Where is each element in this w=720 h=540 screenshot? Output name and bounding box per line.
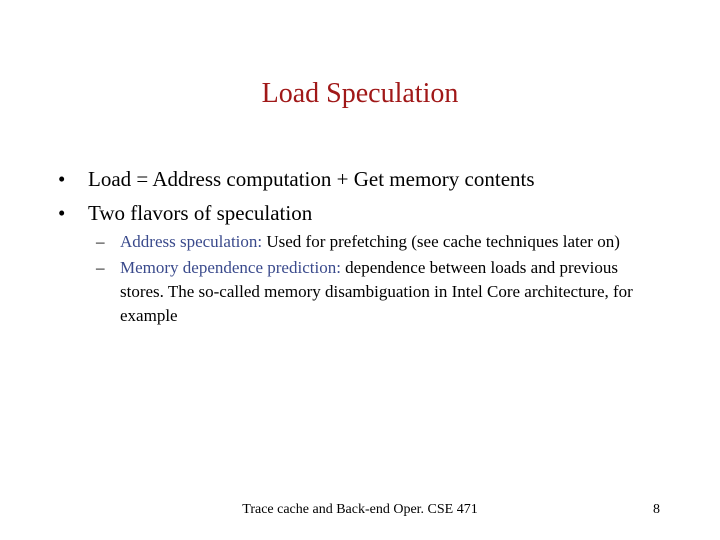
sub-bullet-text: dependence between loads and previous stores. The so-called memory disambiguation in Intel Core architecture, for example: [120, 258, 633, 325]
sub-bullet-marker: –: [96, 258, 105, 277]
sub-bullet-marker: –: [96, 232, 105, 251]
slide-footer: Trace cache and Back-end Oper. CSE 471: [242, 502, 478, 517]
bullet-item: [58, 196, 698, 230]
slide-title: Load Speculation: [261, 78, 459, 109]
sub-bullet-list: [96, 230, 656, 330]
sub-bullet-term: Address speculation:: [120, 232, 263, 251]
bullet-text: Two flavors of speculation: [88, 201, 313, 225]
bullet-marker: •: [58, 201, 66, 225]
sub-bullet-item: [96, 230, 656, 254]
page-number: 8: [653, 502, 660, 517]
bullet-item: [58, 162, 698, 196]
sub-bullet-text: Used for prefetching (see cache techniques later on): [262, 232, 620, 251]
bullet-marker: •: [58, 167, 66, 191]
bullet-list: [58, 162, 698, 230]
sub-bullet-item: [96, 256, 656, 328]
bullet-text: Load = Address computation + Get memory contents: [88, 167, 535, 191]
sub-bullet-term: Memory dependence prediction:: [120, 258, 341, 277]
